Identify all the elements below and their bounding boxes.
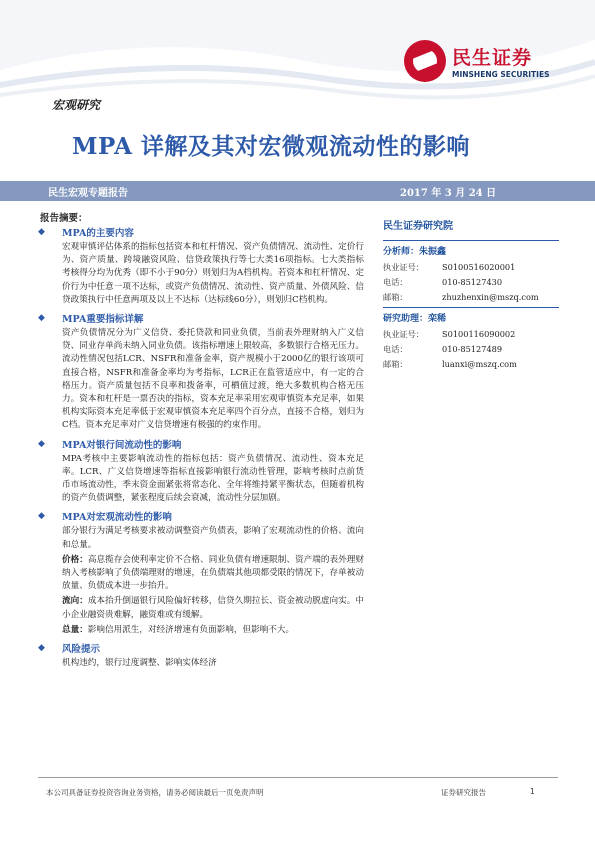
section-heading: MPA对宏观流动性的影响 — [62, 512, 172, 524]
logo-en-text: MINSHENG SECURITIES — [452, 70, 550, 79]
paragraph: 机构违约，银行过度调整、影响实体经济 — [62, 658, 217, 669]
info-row: 执业证号： S0100516020001 — [383, 262, 516, 272]
bullet-triangle-icon: ◆ — [38, 227, 45, 237]
paragraph: 流向：成本抬升倒逼银行风险偏好转移，信贷久期拉长、资金被动脱虚向实。中小企业融资贵难解，融资难或有缓解。 — [62, 596, 364, 620]
info-row: 电话： 010-85127430 — [383, 277, 503, 287]
section-key-indicators — [38, 311, 364, 433]
bullet-triangle-icon: ◆ — [38, 313, 45, 324]
section-interbank-liquidity — [38, 437, 364, 506]
main-content — [38, 225, 364, 674]
section-label: 宏观研究 — [52, 98, 101, 112]
section-heading: MPA重要指标详解 — [62, 314, 144, 326]
paragraph: 价格：高息揽存会使利率定价不合格、同业负债有增速限制、资产端的表外理财纳入考核影响了负债端理财的增速，在负债端其他项都受限的情况下，存单被动放量、负债成本进一步抬升。 — [62, 554, 364, 592]
brand-logo — [404, 40, 550, 82]
page-title: MPA 详解及其对宏微观流动性的影响 — [72, 133, 470, 160]
info-row: 执业证号： S0100116090002 — [383, 329, 516, 339]
bullet-triangle-icon: ◆ — [38, 438, 45, 449]
minsheng-logo-icon — [404, 40, 446, 82]
section-heading: MPA的主要内容 — [62, 228, 134, 239]
analyst-email-link[interactable]: zhuzhenxin@mszq.com — [442, 292, 539, 302]
info-row: 电话： 010-85127489 — [383, 344, 503, 354]
footer-divider — [38, 777, 558, 778]
bullet-triangle-icon: ◆ — [38, 511, 45, 522]
paragraph: 总量：影响信用派生，对经济增速有负面影响，但影响不大。 — [62, 624, 295, 635]
report-date: 2017 年 3 月 24 日 — [400, 188, 497, 199]
paragraph: MPA考核中主要影响流动性的指标包括：资产负债情况、流动性、资本充足率。LCR、广义信贷增速等指标直接影响银行流动性管理，影响考核时点前货币市场流动性，季末资金面紧张将常态化、全年将维持紧平衡状态，但随着机构的资产负债调整，紧张程度后续会衰减，流动性分层加剧。 — [62, 453, 364, 504]
section-mpa-contents — [38, 225, 364, 307]
info-row: 邮箱： luanxi@mszq.com — [383, 357, 559, 372]
sidebar — [383, 217, 559, 372]
info-row: 邮箱： zhuzhenxin@mszq.com — [383, 290, 559, 305]
page-number: 1 — [530, 787, 535, 796]
institute-name: 民生证券研究院 — [383, 221, 453, 232]
paragraph: 宏观审慎评估体系的指标包括资本和杠杆情况、资产负债情况、流动性、定价行为、资产质量、跨境融资风险、信贷政策执行等七大类16项指标。七大类指标考核得分均为优秀（即不小于90分）则划归为A档机构。若资本和杠杆情况、定价行为中任意一项不达标，或资产负债情况、流动性、资产质量、外债风险、信贷政策执行中任意两项及以上不达标（达标线60分），则划归C档机构。 — [62, 242, 364, 305]
divider — [383, 305, 559, 308]
paragraph: 资产负债情况分为广义信贷、委托贷款和同业负债，当前表外理财纳入广义信贷、同业存单尚未纳入同业负债。该指标增速上限较高，多数银行合格无压力。流动性情况包括LCR、NSFR和准备金率，资产规模小于2000亿的银行该项可直接合格，NSFR和准备金率均为考指标，LCR正在监管适应中，有一定的合格压力。资产质量包括不良率和拨备率，可栖值过渡，绝大多数机构合格无压力。资本和杠杆是一票否决的指标，资本充足率采用宏观审慎资本充足率，如果机构实际资本充足率低于宏观审慎资本充足率四个百分点，直接不合格，划归为C档。资本充足率对广义信贷增速有极强的约束作用。 — [62, 328, 364, 431]
analyst-label: 分析师：朱振鑫 — [383, 240, 559, 257]
footer-report-type: 证券研究报告 — [441, 788, 486, 797]
report-type: 民生宏观专题报告 — [48, 188, 128, 199]
footer-disclaimer: 本公司具备证券投资咨询业务资格，请务必阅读最后一页免责声明 — [46, 788, 264, 797]
section-risk — [38, 641, 364, 670]
logo-cn-text: 民生证券 — [452, 47, 533, 69]
assistant-label: 研究助理：栾稀 — [383, 314, 447, 324]
assistant-email-link[interactable]: luanxi@mszq.com — [442, 359, 517, 369]
bullet-triangle-icon: ◆ — [38, 643, 45, 654]
paragraph: 部分银行为满足考核要求被动调整资产负债表，影响了宏观流动性的价格、流向和总量。 — [62, 526, 364, 550]
summary-label: 报告摘要： — [40, 213, 88, 224]
section-macro-liquidity — [38, 509, 364, 637]
section-heading: 风险提示 — [62, 644, 101, 656]
section-heading: MPA对银行间流动性的影响 — [62, 439, 182, 451]
